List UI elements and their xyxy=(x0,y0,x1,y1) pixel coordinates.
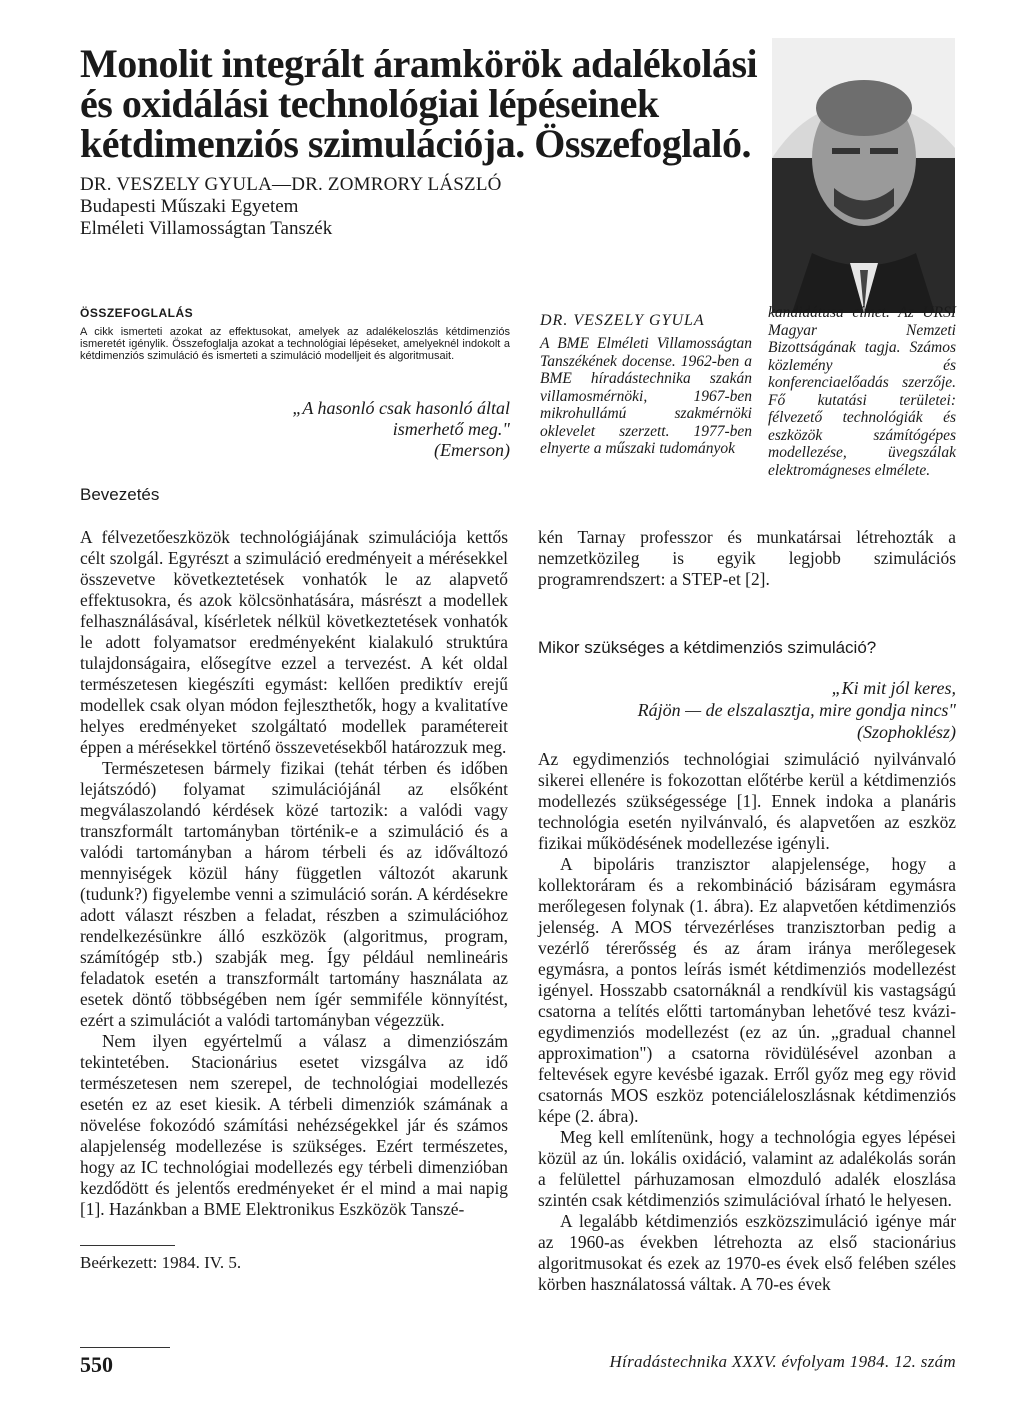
section-heading-intro: Bevezetés xyxy=(80,485,160,504)
epigraph-line: Rájön — de elszalasztja, mire gondja nincs" xyxy=(637,700,956,720)
body-column-left xyxy=(80,527,508,1220)
paragraph: Nem ilyen egyértelmű a válasz a dimenziószám tekintetében. Stacionárius esetet vizsgálva az idő természetesen nem szerepel, de technológiai modellezés esetén ez az eset kiesik. A térbeli dimenziók számának a növelése fokozódó számítási nehézségekkel jár és számos alapjelenség modellezése is szükséges. Ezért természetes, hogy az IC technológiai modellezés egy térbeli dimenzióban kezdődött és jelentős eredményeket ér el mind a mai napig [1]. Hazánkban a BME Elektronikus Eszközök Tanszé- xyxy=(80,1031,508,1219)
received-date: Beérkezett: 1984. IV. 5. xyxy=(80,1253,242,1272)
affiliation-line: Elméleti Villamosságtan Tanszék xyxy=(80,218,333,239)
epigraph-sophocles xyxy=(538,677,956,743)
epigraph-attribution: (Szophoklész) xyxy=(857,722,956,742)
authors: DR. VESZELY GYULA—DR. ZOMRORY LÁSZLÓ xyxy=(80,174,502,195)
bio-text-part1: A BME Elméleti Villamosságtan Tanszékének docense. 1962-ben a BME híradástechnika szakán villamosmérnöki, 1967-ben mikrohullámú szakmérnöki oklevelet szerzett. 1977-ben elnyerte a műszaki tudományok xyxy=(540,335,752,457)
affiliation-line: Budapesti Műszaki Egyetem xyxy=(80,196,299,217)
journal-footer: Híradástechnika XXXV. évfolyam 1984. 12. szám xyxy=(609,1352,956,1371)
summary-heading: ÖSSZEFOGLALÁS xyxy=(80,306,194,320)
footnote-divider xyxy=(80,1245,175,1246)
bio-name: DR. VESZELY GYULA xyxy=(540,312,705,329)
body-column-right-intro xyxy=(538,527,956,590)
paragraph: A bipoláris tranzisztor alapjelensége, hogy a kollektoráram és a rekombináció bázisáram egymásra merőlegesen folynak (1. ábra). Ez alapvetően kétdimenziós jelenség. A MOS térvezérléses tranzisztorban pedig a vezérlő térerősség és az áram iránya merőlegesek egymásra, a pontos leírás ismét kétdimenziós modellezést igényel. Hosszabb csatornáknál a rendkívül kis vastagságú csatorna a telítés előtti tartományban lehetővé tesz kvázi-egydimenziós modellezést (ez az ún. „gradual channel approximation") a csatorna rövidülésével azonban a feltevések egyre kevésbé igazak. Erről győz meg egy rövid csatornás MOS eszköz potenciáleloszlásnak kétdimenziós képe (2. ábra). xyxy=(538,854,956,1126)
affiliation xyxy=(80,196,332,240)
epigraph-attribution: (Emerson) xyxy=(434,440,510,460)
body-column-right xyxy=(538,749,956,1295)
paragraph: A legalább kétdimenziós eszközszimuláció igénye már az 1960-as években létrehozta az első stacionárius algoritmusokat és ezek az 1970-es évek első felében széles körben használatossá váltak. A 70-es évek xyxy=(538,1211,956,1294)
title-line: Monolit integrált áramkörök adalékolási xyxy=(80,41,758,86)
epigraph-line: ismerhető meg." xyxy=(392,419,510,439)
paragraph: Természetesen bármely fizikai (tehát térben és időben lejátszódó) folyamat szimulációjánál az elsőként megválaszolandó kérdések közé tartozik: a valódi vagy transzformált tartományban történik-e a szimuláció és a valódi tartományban a három térbeli és az időváltozó mennyiségek közül hány független változót akarunk (tudunk?) figyelembe venni a szimuláció során. A kérdésekre adott választ részben a feladat, részben a szimulációhoz rendelkezésünkre álló eszközök (algoritmus, program, számítógép stb.) szabják meg. Így például nemlineáris feladatok esetén a transzformált tartomány használata az esetek döntő többségében nem ígér semmiféle könnyítést, ezért a szimulációt a valódi tartományban végezzük. xyxy=(80,758,508,1030)
page-number: 550 xyxy=(80,1352,113,1377)
paragraph: Meg kell említenünk, hogy a technológia egyes lépései közül az ún. lokális oxidáció, valamint az adalékolás során a felülettel párhuzamosan elmozduló adalék eloszlása szintén csak kétdimenziós szimulációval írható le helyesen. xyxy=(538,1127,956,1210)
page-number-divider xyxy=(80,1347,170,1348)
paragraph: kén Tarnay professzor és munkatársai létrehozták a nemzetközileg is egyik legjobb szimulációs programrendszert: a STEP-et [2]. xyxy=(538,527,956,589)
paragraph: A félvezetőeszközök technológiájának szimulációja kettős célt szolgál. Egyrészt a szimuláció eredményeit a mérésekkel összevetve következtetések vonhatók le az alapvető effektusokra, és azok kölcsönhatására, másrészt a modellek felhasználásával, kísérletek nélkül következtetések vonhatók le adott folyamatsor eredményeként kialakuló struktúra tulajdonságaira, elősegítve ezzel a tervezést. A két oldal természetesen kiegészíti egymást: kellően prediktív erejű modellek csak olyan módon fejleszthetők, hogy a kvalitatíve helyes eredményeket szolgáltató modellek paramétereit éppen a mérésekkel történő összevetésekből határozzuk meg. xyxy=(80,527,508,757)
epigraph-line: „A hasonló csak hasonló által xyxy=(292,398,510,418)
epigraph-emerson xyxy=(240,398,510,461)
article-title xyxy=(80,41,760,166)
portrait-image xyxy=(772,38,955,313)
title-line: és oxidálási technológiai lépéseinek xyxy=(80,81,659,126)
summary-text: A cikk ismerteti azokat az effektusokat, amelyek az adalékeloszlás kétdimenziós ismeretét igénylik. Összefoglalja azokat a technológiai lépéseket, amelyeknél indokolt a kétdimenziós szimuláció és ismerteti a szimuláció modelljeit és algoritmusait. xyxy=(80,326,510,362)
bio-text-part2: kandidátusa címet. Az URSI Magyar Nemzeti Bizottságának tagja. Számos közlemény és konferenciaelőadás szerzője. Fő kutatási területei: félvezető technológiák és eszközök számítógépes modellezése, üvegszálak elektromágneses elmélete. xyxy=(768,304,956,479)
title-line: kétdimenziós szimulációja. Összefoglaló. xyxy=(80,121,752,166)
epigraph-line: „Ki mit jól keres, xyxy=(831,678,956,698)
paragraph: Az egydimenziós technológiai szimuláció nyilvánvaló sikerei ellenére is fokozottan előtérbe kerül a kétdimenziós modellezés szükségessége [1]. Ennek indoka a planáris technológia esetén nyilvánvaló, és alapvetően az eszköz fizikai működésének modellezése igényli. xyxy=(538,749,956,853)
subheading: Mikor szükséges a kétdimenziós szimuláció? xyxy=(538,638,877,657)
author-portrait-photo xyxy=(772,38,955,313)
